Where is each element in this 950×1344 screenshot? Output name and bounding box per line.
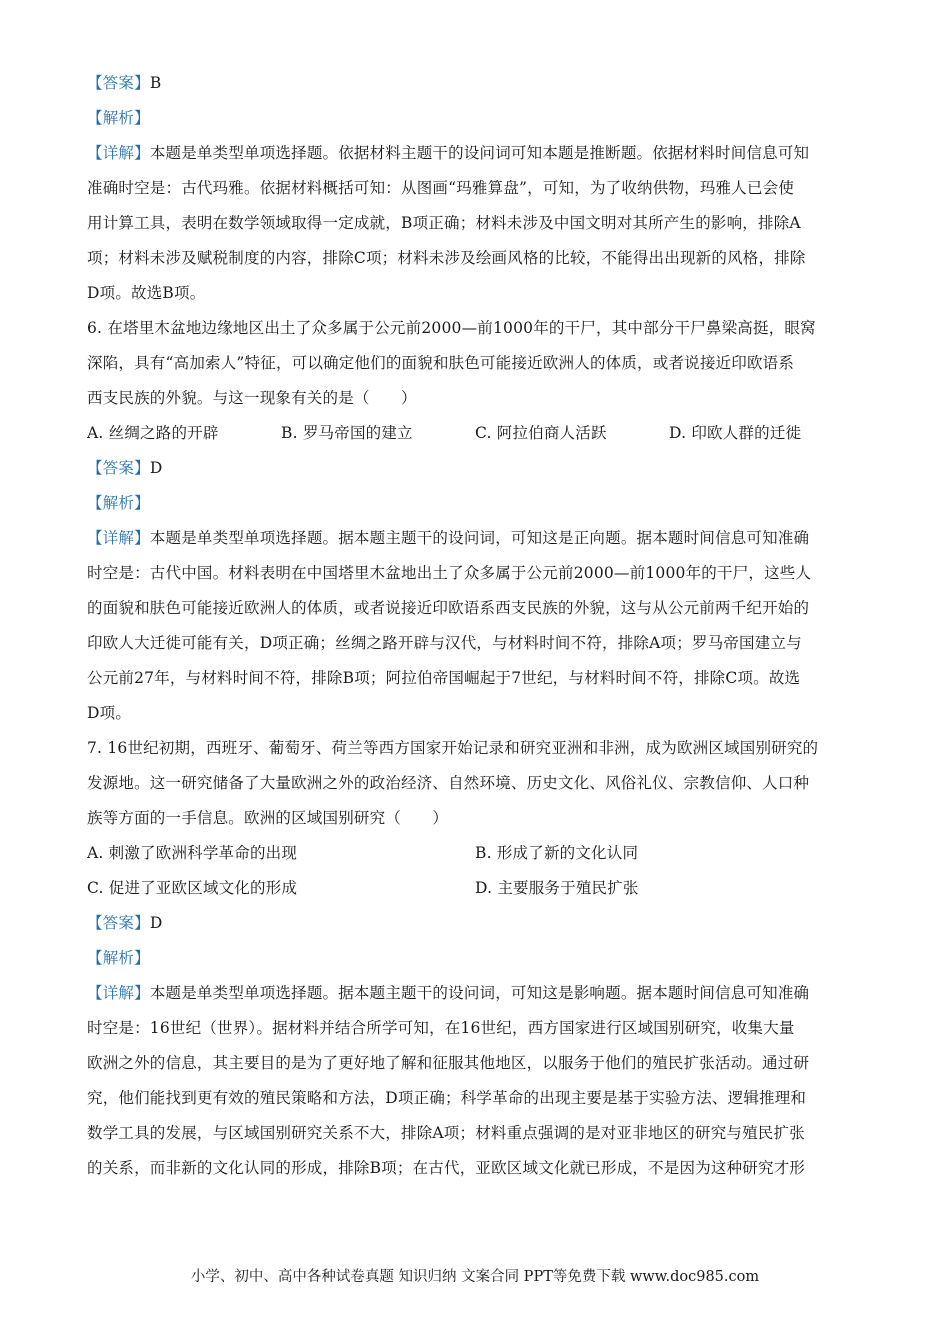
question-stem-line: 深陷，具有“高加索人”特征，可以确定他们的面貌和肤色可能接近欧洲人的体质，或者说接近印欧语系 [87, 354, 795, 372]
analysis-line [87, 486, 863, 521]
detail-line: 的关系，而非新的文化认同的形成，排除B项；在古代，亚欧区域文化就已形成，不是因为这种研究才形 [87, 1159, 806, 1177]
detail-tag: 【详解】 [87, 529, 150, 547]
document-page [87, 66, 863, 1186]
detail-line [87, 136, 863, 171]
detail-line: 究，他们能找到更有效的殖民策略和方法，D项正确；科学革命的出现主要是基于实验方法、逻辑推理和 [87, 1089, 807, 1107]
option-b: B. 罗马帝国的建立 [281, 424, 413, 442]
detail-line: 欧洲之外的信息，其主要目的是为了更好地了解和征服其他地区，以服务于他们的殖民扩张活动。通过研 [87, 1054, 810, 1072]
answer-value: B [149, 74, 162, 92]
options-row [87, 416, 863, 451]
detail-text: 本题是单类型单项选择题。依据材料主题干的设问词可知本题是推断题。依据材料时间信息可知 [149, 144, 810, 162]
detail-line: 准确时空是：古代玛雅。依据材料概括可知：从图画“玛雅算盘”，可知，为了收纳供物，玛雅人已会使 [87, 179, 795, 197]
detail-line: 时空是：古代中国。材料表明在中国塔里木盆地出土了众多属于公元前2000—前1000年的干尸，这些人 [87, 564, 812, 582]
option-c: C. 阿拉伯商人活跃 [475, 424, 607, 442]
detail-line: D项。故选B项。 [87, 284, 206, 302]
detail-line [87, 521, 863, 556]
detail-tag: 【详解】 [87, 144, 150, 162]
detail-line: 印欧人大迁徙可能有关，D项正确；丝绸之路开辟与汉代，与材料时间不符，排除A项；罗马帝国建立与 [87, 634, 802, 652]
question-stem-line: 族等方面的一手信息。欧洲的区域国别研究（ ） [87, 809, 449, 827]
option-b: B. 形成了新的文化认同 [475, 844, 639, 862]
detail-line: 项；材料未涉及赋税制度的内容，排除C项；材料未涉及绘画风格的比较，不能得出出现新的风格，排除 [87, 249, 806, 267]
answer-line [87, 451, 863, 486]
detail-tag: 【详解】 [87, 984, 150, 1002]
detail-line: 公元前27年，与材料时间不符，排除B项；阿拉伯帝国崛起于7世纪，与材料时间不符，排除C项。故选 [87, 669, 801, 687]
option-c: C. 促进了亚欧区域文化的形成 [87, 879, 298, 897]
detail-line: 用计算工具，表明在数学领域取得一定成就，B项正确；材料未涉及中国文明对其所产生的影响，排除A [87, 214, 801, 232]
option-a: A. 刺激了欧洲科学革命的出现 [87, 844, 298, 862]
detail-line: 时空是：16世纪（世界）。据材料并结合所学可知，在16世纪，西方国家进行区域国别研究，收集大量 [87, 1019, 795, 1037]
answer-value: D [149, 914, 163, 932]
answer-value: D [149, 459, 163, 477]
analysis-tag: 【解析】 [87, 949, 150, 967]
detail-text: 本题是单类型单项选择题。据本题主题干的设问词，可知这是影响题。据本题时间信息可知准确 [149, 984, 810, 1002]
detail-line: 的面貌和肤色可能接近欧洲人的体质，或者说接近印欧语系西支民族的外貌，这与从公元前两千纪开始的 [87, 599, 810, 617]
detail-line [87, 976, 863, 1011]
question-stem-line: 发源地。这一研究储备了大量欧洲之外的政治经济、自然环境、历史文化、风俗礼仪、宗教信仰、人口种 [87, 774, 810, 792]
analysis-line [87, 941, 863, 976]
question-stem-line: 6. 在塔里木盆地边缘地区出土了众多属于公元前2000—前1000年的干尸，其中部分干尸鼻梁高挺，眼窝 [87, 319, 816, 337]
detail-line: D项。 [87, 704, 132, 722]
analysis-tag: 【解析】 [87, 494, 150, 512]
page-footer: 小学、初中、高中各种试卷真题 知识归纳 文案合同 PPT等免费下载 www.doc985.com [190, 1269, 760, 1285]
options-row [87, 836, 863, 871]
option-d: D. 主要服务于殖民扩张 [475, 879, 639, 897]
option-d: D. 印欧人群的迁徙 [669, 424, 802, 442]
analysis-line [87, 101, 863, 136]
option-a: A. 丝绸之路的开辟 [87, 424, 219, 442]
answer-line [87, 66, 863, 101]
question-stem-line: 7. 16世纪初期，西班牙、葡萄牙、荷兰等西方国家开始记录和研究亚洲和非洲，成为欧洲区域国别研究的 [87, 739, 819, 757]
detail-line: 数学工具的发展，与区域国别研究关系不大，排除A项；材料重点强调的是对亚非地区的研究与殖民扩张 [87, 1124, 805, 1142]
detail-text: 本题是单类型单项选择题。据本题主题干的设问词，可知这是正向题。据本题时间信息可知准确 [149, 529, 810, 547]
answer-tag: 【答案】 [87, 914, 150, 932]
analysis-tag: 【解析】 [87, 109, 150, 127]
question-stem-line: 西支民族的外貌。与这一现象有关的是（ ） [87, 389, 417, 407]
answer-tag: 【答案】 [87, 459, 150, 477]
options-row [87, 871, 863, 906]
answer-line [87, 906, 863, 941]
answer-tag: 【答案】 [87, 74, 150, 92]
